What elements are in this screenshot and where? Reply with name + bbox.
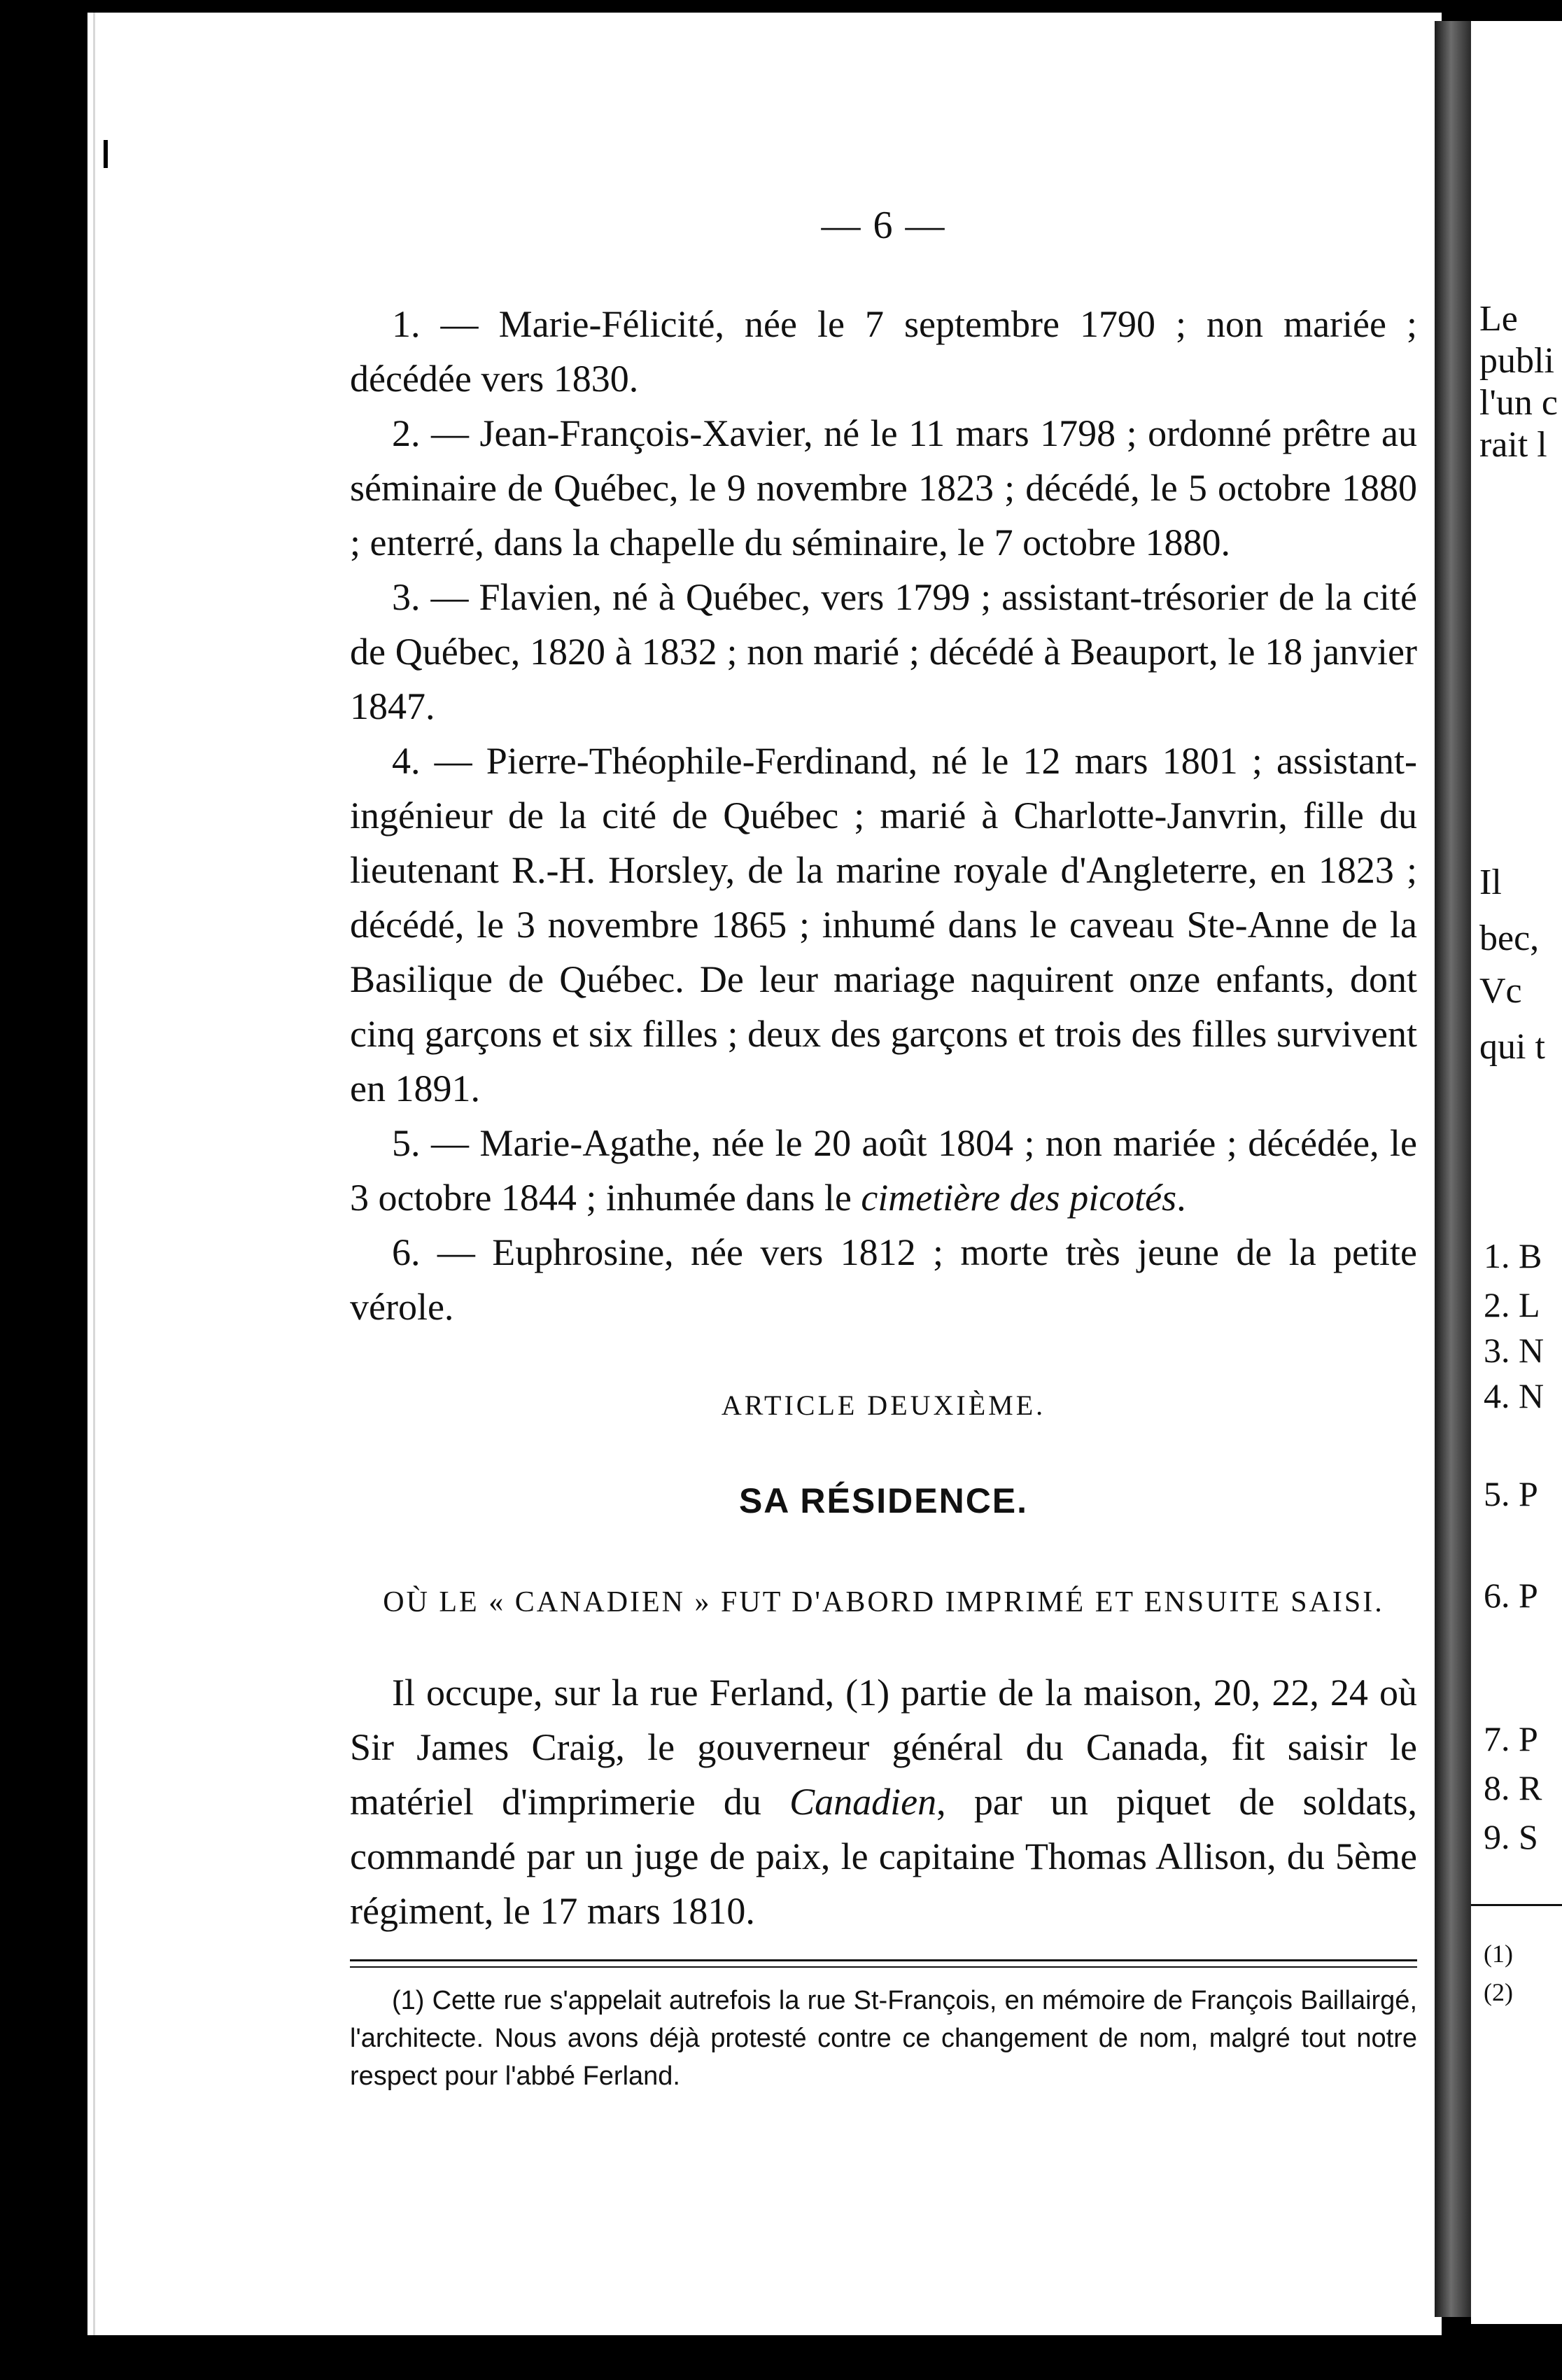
article-label: ARTICLE DEUXIÈME. bbox=[721, 1390, 1046, 1421]
child-entry: 1. — Marie-Félicité, née le 7 septembre 1790 ; non mariée ; décédée vers 1830. bbox=[350, 303, 1417, 400]
right-list-item: 3. N bbox=[1484, 1331, 1545, 1370]
right-text-line: qui t bbox=[1479, 1027, 1545, 1067]
right-list-item: 2. L bbox=[1484, 1285, 1540, 1324]
child-entry: 3. — Flavien, né à Québec, vers 1799 ; assistant-trésorier de la cité de Québec, 1820 à 1832 ; non marié ; décédé à Beauport, le 18 janvier 1847. bbox=[350, 576, 1417, 727]
section-subtitle: OÙ LE « CANADIEN » FUT D'ABORD IMPRIMÉ ET ENSUITE SAISI. bbox=[383, 1586, 1384, 1618]
right-list-item: 4. N bbox=[1484, 1376, 1545, 1415]
section-title: SA RÉSIDENCE. bbox=[738, 1481, 1029, 1520]
right-text-line: rait l bbox=[1479, 425, 1547, 465]
right-footnote-mark: (2) bbox=[1484, 1978, 1513, 2006]
right-text-line: publi bbox=[1479, 341, 1554, 381]
right-text-line: Vc bbox=[1479, 971, 1522, 1011]
page-number: — 6 — bbox=[821, 204, 946, 247]
right-list-item: 8. R bbox=[1484, 1768, 1542, 1807]
scan-mark bbox=[224, 2352, 231, 2373]
right-list-item: 7. P bbox=[1484, 1719, 1538, 1758]
right-text-line: Il bbox=[1479, 862, 1502, 902]
footnote-rule bbox=[350, 1959, 1417, 1968]
right-text-line: l'un c bbox=[1479, 383, 1558, 423]
book-gutter bbox=[1435, 21, 1471, 2317]
child-entry: 5. — Marie-Agathe, née le 20 août 1804 ; non mariée ; décédée, le 3 octobre 1844 ; inhumée dans le cimetière des picotés. bbox=[350, 1122, 1417, 1219]
right-list-item: 5. P bbox=[1484, 1474, 1538, 1513]
right-footnote-mark: (1) bbox=[1484, 1940, 1513, 1968]
right-text-line: bec, bbox=[1479, 918, 1540, 958]
scan-mark bbox=[104, 140, 108, 168]
body-paragraph: Il occupe, sur la rue Ferland, (1) partie de la maison, 20, 22, 24 où Sir James Craig, le gouverneur général du Canada, fit saisir le matériel d'imprimerie du Canadien, par un piquet de soldats, commandé par un juge de paix, le capitaine Thomas Allison, du 5ème régiment, le 17 mars 1810. bbox=[350, 1672, 1417, 1932]
right-text-line: Le bbox=[1479, 299, 1518, 339]
child-entry: 2. — Jean-François-Xavier, né le 11 mars 1798 ; ordonné prêtre au séminaire de Québec, le 9 novembre 1823 ; décédé, le 5 octobre 1880 ; enterré, dans la chapelle du séminaire, le 7 octobre 1880. bbox=[350, 412, 1417, 564]
right-list-item: 9. S bbox=[1484, 1817, 1538, 1856]
right-rule bbox=[1471, 1904, 1562, 1906]
right-list-item: 6. P bbox=[1484, 1576, 1538, 1615]
child-entry: 4. — Pierre-Théophile-Ferdinand, né le 12 mars 1801 ; assistant-ingénieur de la cité de Québec ; marié à Charlotte-Janvrin, fille du lieutenant R.-H. Horsley, de la marine royale d'Angleterre, en 1823 ; décédé, le 3 novembre 1865 ; inhumé dans le caveau Ste-Anne de la Basilique de Québec. De leur mariage naquirent onze enfants, dont cinq garçons et six filles ; deux des garçons et trois des filles survivent en 1891. bbox=[350, 740, 1417, 1110]
page-content bbox=[350, 203, 1417, 2095]
right-list-item: 1. B bbox=[1484, 1236, 1542, 1275]
footnote: (1) Cette rue s'appelait autrefois la rue St-François, en mémoire de François Baillairgé, l'architecte. Nous avons déjà protesté contre ce changement de nom, malgré tout notre respect pour l'abbé Ferland. bbox=[350, 1986, 1417, 2091]
right-page-edge bbox=[1471, 21, 1562, 2324]
child-entry: 6. — Euphrosine, née vers 1812 ; morte très jeune de la petite vérole. bbox=[350, 1231, 1417, 1328]
